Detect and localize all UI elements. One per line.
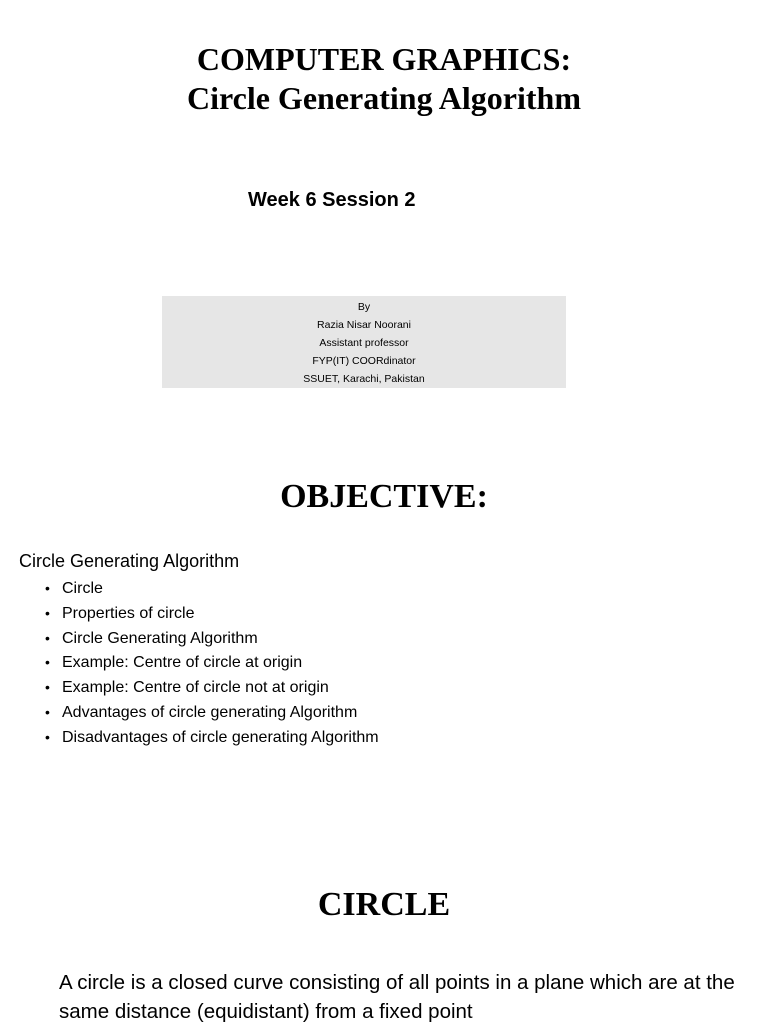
objective-intro: Circle Generating Algorithm — [19, 551, 240, 571]
list-item — [45, 626, 379, 651]
circle-definition: A circle is a closed curve consisting of all points in a plane which are at the same distance (equidistant) from a fixed point — [59, 971, 735, 1023]
author-position: FYP(IT) COORdinator — [312, 355, 416, 367]
circle-heading: CIRCLE — [317, 886, 451, 923]
author-by: By — [357, 301, 371, 313]
list-item — [45, 650, 379, 675]
list-item — [45, 700, 379, 725]
session-label: Week 6 Session 2 — [248, 189, 416, 211]
list-item-text: Example: Centre of circle at origin — [62, 654, 303, 672]
author-box — [162, 296, 566, 388]
author-institution: SSUET, Karachi, Pakistan — [303, 373, 425, 385]
list-item — [45, 675, 379, 700]
list-item-text: Disadvantages of circle generating Algorithm — [62, 728, 379, 746]
bullet-icon: • — [45, 580, 50, 596]
list-item-text: Circle Generating Algorithm — [62, 629, 258, 647]
bullet-icon: • — [45, 703, 50, 720]
list-item-text: Properties of circle — [62, 604, 195, 622]
list-item — [45, 601, 379, 626]
bullet-icon: • — [45, 679, 50, 696]
title-line-1: COMPUTER GRAPHICS: — [196, 41, 572, 77]
objective-list — [45, 576, 379, 750]
bullet-icon: • — [45, 654, 50, 671]
list-item — [45, 576, 379, 601]
author-role: Assistant professor — [319, 337, 409, 349]
bullet-icon: • — [45, 629, 50, 646]
list-item — [45, 725, 379, 750]
bullet-icon: • — [45, 604, 50, 621]
author-name: Razia Nisar Noorani — [317, 319, 411, 331]
title-line-2: Circle Generating Algorithm — [187, 80, 581, 116]
bullet-icon: • — [45, 728, 50, 745]
list-item-text: Circle — [62, 580, 103, 597]
objective-heading: OBJECTIVE: — [280, 478, 488, 515]
list-item-text: Advantages of circle generating Algorithm — [62, 703, 358, 721]
list-item-text: Example: Centre of circle not at origin — [62, 679, 329, 697]
